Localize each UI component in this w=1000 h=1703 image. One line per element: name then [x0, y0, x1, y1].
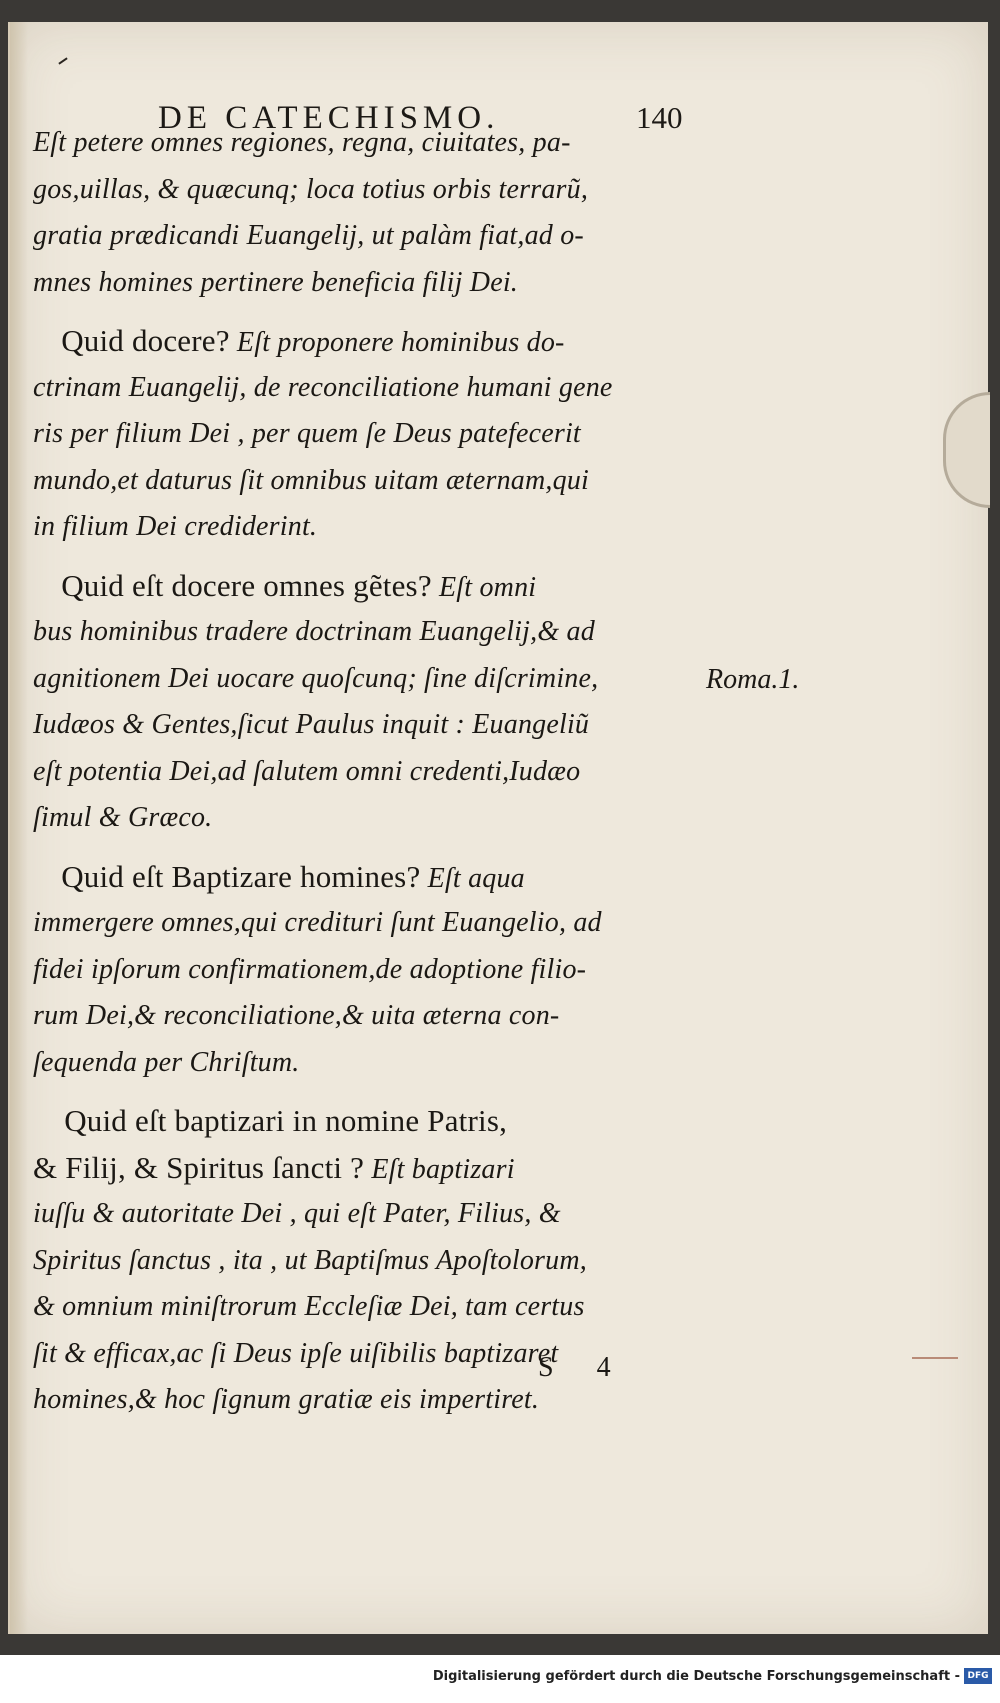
text-line: Spiritus ſanctus , ita , ut Baptiſmus Apoſtolorum,	[33, 1244, 587, 1276]
text-line: ſimul & Græco.	[33, 802, 213, 833]
text-line: gos,uillas, & quæcunq; loca totius orbis terrarũ,	[33, 173, 589, 205]
text-block	[33, 120, 723, 1424]
answer-text: Eſt baptizari	[371, 1153, 515, 1185]
question-text: Quid eſt baptizari in nomine Patris,	[64, 1103, 508, 1138]
text-line: bus hominibus tradere doctrinam Euangelij,& ad	[33, 616, 595, 647]
question-text: & Filij, & Spiritus ſancti ?	[33, 1149, 365, 1185]
question-line	[33, 1145, 723, 1192]
answer-text: Eſt aqua	[427, 862, 525, 894]
text-line: mnes homines pertinere beneficia filij Dei.	[33, 266, 519, 298]
question-line	[33, 1098, 723, 1145]
text-line: fidei ipſorum confirmationem,de adoptione filio-	[33, 953, 587, 985]
ink-mark	[58, 57, 67, 64]
text-line: ſequenda per Chriſtum.	[33, 1046, 300, 1078]
signature-mark: S 4	[538, 1352, 629, 1383]
text-line: iuſſu & autoritate Dei , qui eſt Pater, Filius, &	[33, 1198, 561, 1229]
text-line: eſt potentia Dei,ad ſalutem omni credenti,Iudæo	[33, 755, 581, 787]
text-line: ctrinam Euangelij, de reconciliatione humani gene	[33, 371, 613, 403]
clasp-ring	[943, 392, 990, 508]
answer-text: Eſt proponere hominibus do-	[236, 327, 565, 358]
text-line: homines,& hoc ſignum gratiæ eis impertiret.	[33, 1384, 540, 1415]
text-line: gratia prædicandi Euangelij, ut palàm fiat,ad o-	[33, 220, 584, 251]
text-line: in filium Dei crediderint.	[33, 511, 318, 542]
running-title: DE CATECHISMO.	[158, 100, 500, 136]
question-line	[33, 854, 723, 901]
dfg-logo: DFG	[964, 1668, 992, 1684]
text-line: rum Dei,& reconciliatione,& uita æterna con-	[33, 1000, 560, 1031]
margin-note: Roma.1.	[706, 664, 800, 695]
text-line: Iudæos & Gentes,ſicut Paulus inquit : Euangeliũ	[33, 709, 590, 740]
digitization-footer	[0, 1655, 1000, 1703]
question-text: Quid eſt Baptizare homines?	[61, 858, 421, 894]
red-ink-mark	[912, 1357, 958, 1359]
question-text: Quid eſt docere omnes gẽtes?	[61, 567, 432, 603]
text-line: ſit & efficax,ac ſi Deus ipſe uiſibilis baptizaret	[33, 1337, 559, 1369]
question-line	[33, 563, 723, 610]
page-number: 140	[636, 100, 683, 135]
text-line: ris per filium Dei , per quem ſe Deus patefecerit	[33, 418, 581, 449]
text-line: mundo,et daturus ſit omnibus uitam æternam,qui	[33, 464, 589, 496]
text-line: & omnium miniſtrorum Eccleſiæ Dei, tam certus	[33, 1291, 585, 1322]
text-line: immergere omnes,qui credituri ſunt Euangelio, ad	[33, 907, 602, 938]
footer-credit: Digitalisierung gefördert durch die Deutsche Forschungsgemeinschaft -	[432, 1669, 960, 1684]
page-spine	[10, 22, 28, 1634]
question-line	[33, 318, 723, 365]
question-text: Quid docere?	[61, 323, 230, 358]
text-line: agnitionem Dei uocare quoſcunq; ſine diſcrimine,	[33, 662, 599, 694]
text-line: Eſt petere omnes regiones, regna, ciuitates, pa-	[33, 127, 571, 158]
answer-text: Eſt omni	[438, 571, 537, 603]
